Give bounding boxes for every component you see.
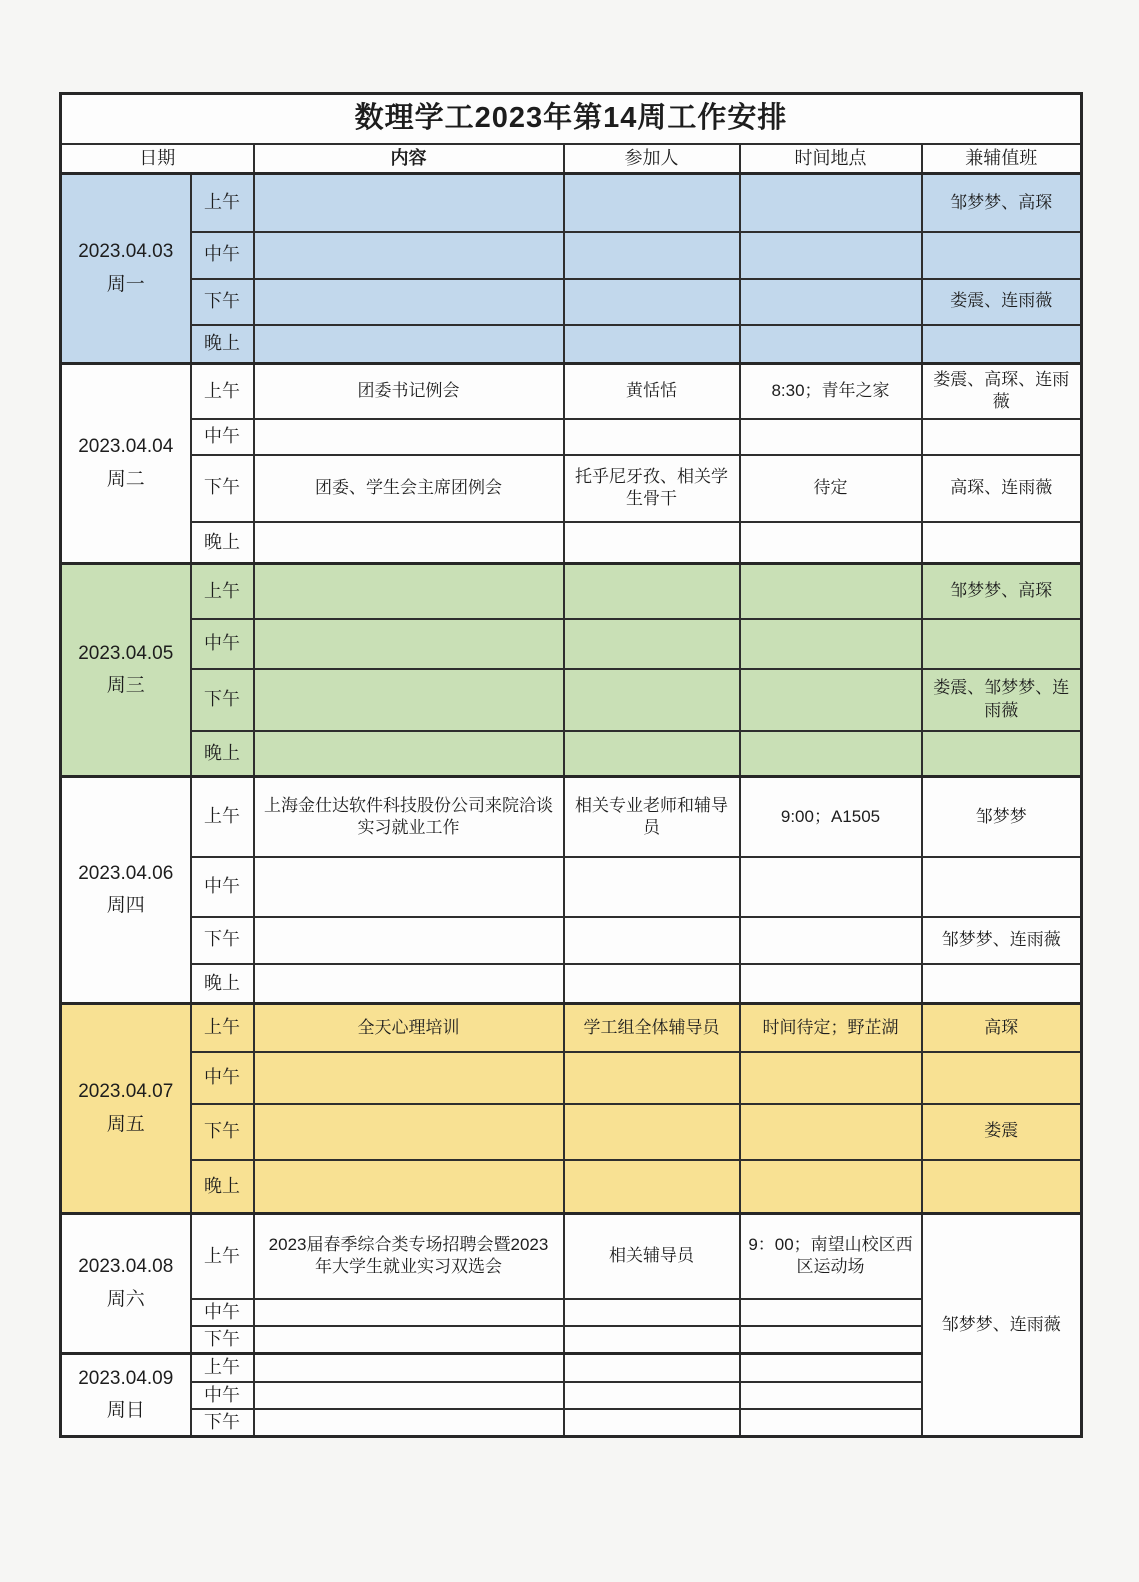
participants-cell: [564, 731, 740, 777]
participants-cell: [564, 1326, 740, 1354]
duty-cell: [922, 857, 1082, 917]
column-header-content: 内容: [254, 144, 564, 174]
participants-cell: 黄恬恬: [564, 364, 740, 419]
content-cell: [254, 1409, 564, 1437]
date-text: 2023.04.04: [78, 436, 174, 458]
participants-cell: [564, 1160, 740, 1214]
period-cell: 中午: [191, 232, 254, 279]
time-location-cell: [740, 419, 922, 455]
participants-cell: [564, 419, 740, 455]
time-location-cell: [740, 325, 922, 364]
column-header-date: 日期: [61, 144, 254, 174]
content-cell: [254, 1299, 564, 1326]
duty-cell: [922, 1160, 1082, 1214]
weekday-text: 周四: [106, 895, 145, 916]
duty-cell: [922, 522, 1082, 564]
weekday-text: 周五: [106, 1113, 145, 1135]
duty-cell: [922, 731, 1082, 777]
time-location-cell: [740, 1052, 922, 1104]
time-location-cell: [740, 564, 922, 619]
content-cell: [254, 857, 564, 917]
period-cell: 下午: [191, 1104, 254, 1160]
time-location-cell: [740, 1299, 922, 1326]
time-location-cell: 9:00；A1505: [740, 777, 922, 857]
schedule-row: [61, 1052, 1082, 1104]
duty-cell: [922, 1052, 1082, 1104]
period-cell: 下午: [191, 455, 254, 522]
time-location-cell: [740, 964, 922, 1004]
time-location-cell: [740, 1104, 922, 1160]
header-row: [61, 144, 1082, 174]
period-cell: 晚上: [191, 522, 254, 564]
participants-cell: 相关专业老师和辅导员: [564, 777, 740, 857]
time-location-cell: [740, 731, 922, 777]
time-location-cell: [740, 232, 922, 279]
content-cell: [254, 1160, 564, 1214]
date-cell: [61, 777, 191, 1004]
participants-cell: [564, 964, 740, 1004]
participants-cell: [564, 1382, 740, 1409]
weekday-text: 周二: [106, 468, 145, 490]
participants-cell: [564, 232, 740, 279]
duty-cell: 娄震: [922, 1104, 1082, 1160]
period-cell: 中午: [191, 1052, 254, 1104]
date-cell: [61, 174, 191, 364]
date-text: 2023.04.05: [78, 642, 174, 664]
content-cell: [254, 669, 564, 731]
participants-cell: [564, 1354, 740, 1382]
time-location-cell: [740, 522, 922, 564]
content-cell: 全天心理培训: [254, 1004, 564, 1052]
time-location-cell: [740, 1160, 922, 1214]
duty-cell: 邹梦梦、连雨薇: [922, 917, 1082, 964]
schedule-row: [61, 364, 1082, 419]
schedule-table: [59, 92, 1083, 1438]
time-location-cell: [740, 279, 922, 325]
schedule-row: [61, 522, 1082, 564]
weekday-text: 周日: [106, 1400, 145, 1422]
period-cell: 上午: [191, 1354, 254, 1382]
schedule-row: [61, 857, 1082, 917]
content-cell: [254, 419, 564, 455]
duty-cell: 邹梦梦、高琛: [922, 564, 1082, 619]
participants-cell: [564, 279, 740, 325]
date-text: 2023.04.03: [78, 241, 174, 263]
participants-cell: [564, 857, 740, 917]
period-cell: 晚上: [191, 964, 254, 1004]
time-location-cell: [740, 1382, 922, 1409]
schedule-row: [61, 777, 1082, 857]
participants-cell: [564, 1052, 740, 1104]
time-location-cell: [740, 174, 922, 232]
date-cell: [61, 1214, 191, 1354]
time-location-cell: 时间待定；野芷湖: [740, 1004, 922, 1052]
schedule-row: [61, 669, 1082, 731]
content-cell: [254, 232, 564, 279]
schedule-document: [59, 92, 1080, 1438]
duty-cell: [922, 232, 1082, 279]
period-cell: 下午: [191, 1326, 254, 1354]
content-cell: [254, 917, 564, 964]
weekday-text: 周六: [106, 1288, 145, 1310]
schedule-row: [61, 174, 1082, 232]
period-cell: 下午: [191, 1409, 254, 1437]
duty-cell: [922, 325, 1082, 364]
time-location-cell: [740, 669, 922, 731]
period-cell: 上午: [191, 1004, 254, 1052]
participants-cell: [564, 1299, 740, 1326]
period-cell: 上午: [191, 174, 254, 232]
duty-cell: 娄震、连雨薇: [922, 279, 1082, 325]
content-cell: 2023届春季综合类专场招聘会暨2023年大学生就业实习双选会: [254, 1214, 564, 1299]
period-cell: 晚上: [191, 731, 254, 777]
schedule-row: [61, 964, 1082, 1004]
content-cell: 上海金仕达软件科技股份公司来院洽谈实习就业工作: [254, 777, 564, 857]
schedule-row: [61, 325, 1082, 364]
column-header-duty: 兼辅值班: [922, 144, 1082, 174]
content-cell: [254, 1382, 564, 1409]
period-cell: 中午: [191, 1382, 254, 1409]
participants-cell: 托乎尼牙孜、相关学生骨干: [564, 455, 740, 522]
period-cell: 上午: [191, 564, 254, 619]
title-row: [61, 94, 1082, 145]
date-cell: [61, 364, 191, 564]
participants-cell: 学工组全体辅导员: [564, 1004, 740, 1052]
content-cell: [254, 731, 564, 777]
content-cell: [254, 1052, 564, 1104]
weekday-text: 周三: [106, 675, 145, 696]
time-location-cell: [740, 857, 922, 917]
date-text: 2023.04.09: [78, 1368, 174, 1390]
duty-cell: [922, 964, 1082, 1004]
duty-cell: 高琛: [922, 1004, 1082, 1052]
period-cell: 中午: [191, 857, 254, 917]
content-cell: [254, 1104, 564, 1160]
participants-cell: [564, 917, 740, 964]
participants-cell: [564, 564, 740, 619]
weekday-text: 周一: [106, 273, 145, 295]
content-cell: 团委、学生会主席团例会: [254, 455, 564, 522]
period-cell: 上午: [191, 777, 254, 857]
participants-cell: [564, 1104, 740, 1160]
period-cell: 下午: [191, 669, 254, 731]
period-cell: 下午: [191, 917, 254, 964]
period-cell: 晚上: [191, 1160, 254, 1214]
content-cell: [254, 522, 564, 564]
period-cell: 上午: [191, 1214, 254, 1299]
content-cell: [254, 964, 564, 1004]
duty-cell: [922, 419, 1082, 455]
column-header-participants: 参加人: [564, 144, 740, 174]
duty-cell: 娄震、邹梦梦、连雨薇: [922, 669, 1082, 731]
schedule-row: [61, 917, 1082, 964]
participants-cell: [564, 669, 740, 731]
schedule-row: [61, 564, 1082, 619]
duty-cell: 娄震、高琛、连雨薇: [922, 364, 1082, 419]
participants-cell: 相关辅导员: [564, 1214, 740, 1299]
time-location-cell: [740, 619, 922, 669]
duty-cell: 邹梦梦: [922, 777, 1082, 857]
time-location-cell: [740, 1354, 922, 1382]
participants-cell: [564, 619, 740, 669]
date-cell: [61, 1004, 191, 1214]
content-cell: [254, 564, 564, 619]
participants-cell: [564, 174, 740, 232]
period-cell: 中午: [191, 419, 254, 455]
schedule-row: [61, 279, 1082, 325]
time-location-cell: [740, 1326, 922, 1354]
participants-cell: [564, 325, 740, 364]
schedule-row: [61, 1160, 1082, 1214]
content-cell: [254, 174, 564, 232]
date-text: 2023.04.08: [78, 1256, 174, 1278]
period-cell: 中午: [191, 619, 254, 669]
content-cell: [254, 1326, 564, 1354]
period-cell: 下午: [191, 279, 254, 325]
content-cell: [254, 325, 564, 364]
date-text: 2023.04.06: [78, 862, 174, 884]
time-location-cell: [740, 917, 922, 964]
participants-cell: [564, 522, 740, 564]
schedule-row: [61, 731, 1082, 777]
period-cell: 上午: [191, 364, 254, 419]
duty-cell: [922, 619, 1082, 669]
content-cell: 团委书记例会: [254, 364, 564, 419]
schedule-row: [61, 1004, 1082, 1052]
schedule-row: [61, 455, 1082, 522]
schedule-row: [61, 419, 1082, 455]
time-location-cell: 9：00；南望山校区西区运动场: [740, 1214, 922, 1299]
date-text: 2023.04.07: [78, 1081, 174, 1103]
content-cell: [254, 1354, 564, 1382]
duty-cell: 邹梦梦、连雨薇: [922, 1214, 1082, 1437]
time-location-cell: 8:30；青年之家: [740, 364, 922, 419]
page-title: 数理学工2023年第14周工作安排: [61, 94, 1082, 145]
schedule-row: [61, 1104, 1082, 1160]
time-location-cell: [740, 1409, 922, 1437]
period-cell: 晚上: [191, 325, 254, 364]
duty-cell: 高琛、连雨薇: [922, 455, 1082, 522]
column-header-time-location: 时间地点: [740, 144, 922, 174]
schedule-row: [61, 619, 1082, 669]
date-cell: [61, 564, 191, 777]
duty-cell: 邹梦梦、高琛: [922, 174, 1082, 232]
schedule-row: [61, 1214, 1082, 1299]
time-location-cell: 待定: [740, 455, 922, 522]
date-cell: [61, 1354, 191, 1437]
participants-cell: [564, 1409, 740, 1437]
schedule-row: [61, 232, 1082, 279]
content-cell: [254, 279, 564, 325]
content-cell: [254, 619, 564, 669]
period-cell: 中午: [191, 1299, 254, 1326]
